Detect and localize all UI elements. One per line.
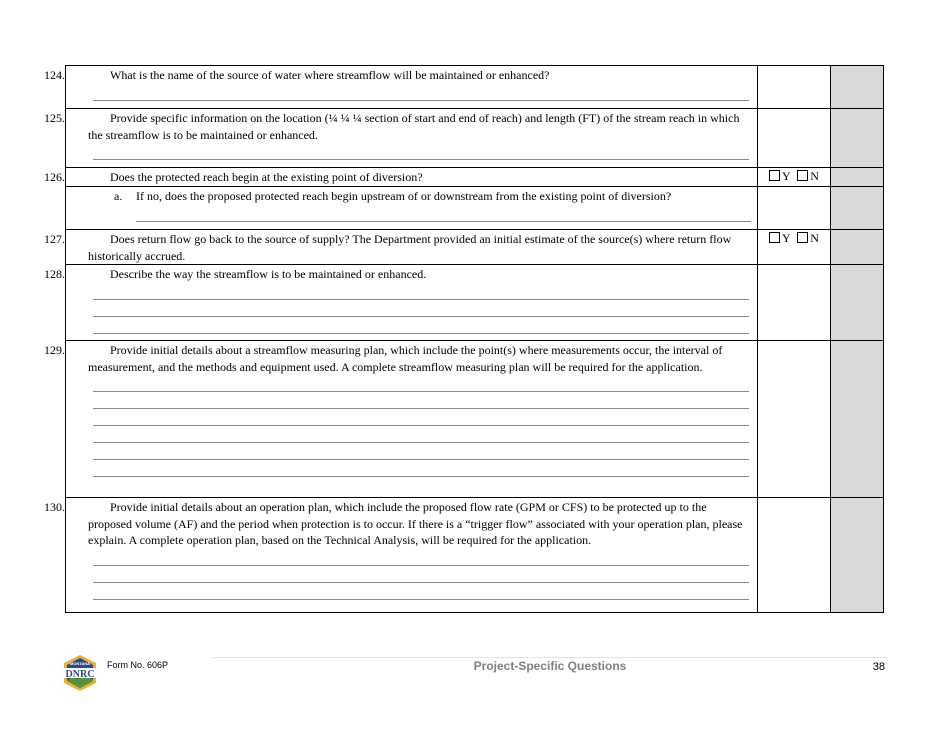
sub-question-letter: a.	[114, 189, 123, 203]
question-text: What is the name of the source of water where streamflow will be maintained or enhanced?	[110, 68, 550, 82]
answer-line[interactable]	[93, 460, 749, 477]
yes-no-answer	[758, 168, 831, 187]
answer-line[interactable]	[93, 317, 749, 334]
question-cell	[44, 341, 758, 498]
question-number: 126.	[44, 170, 65, 184]
question-row-127	[66, 230, 884, 265]
project-questions-table	[44, 65, 884, 613]
question-number: 129.	[44, 343, 65, 357]
yes-checkbox[interactable]	[769, 170, 780, 181]
question-number: 127.	[44, 232, 65, 246]
question-cell	[66, 187, 758, 230]
question-row-126	[66, 168, 884, 187]
office-use-cell	[831, 341, 884, 498]
yes-checkbox[interactable]	[769, 232, 780, 243]
answer-line[interactable]	[93, 283, 749, 300]
yes-no-answer	[758, 230, 831, 265]
answer-cell[interactable]	[758, 187, 831, 230]
answer-cell[interactable]	[758, 341, 831, 498]
section-title: Project-Specific Questions	[473, 659, 627, 673]
question-text: Describe the way the streamflow is to be maintained or enhanced.	[110, 267, 427, 281]
no-checkbox[interactable]	[797, 170, 808, 181]
question-124	[44, 66, 757, 84]
question-row-124	[66, 66, 884, 109]
answer-cell[interactable]	[758, 109, 831, 168]
sub-question-text: If no, does the proposed protected reach begin upstream of or downstream from the existing point of diversion?	[136, 189, 672, 203]
answer-line[interactable]	[93, 375, 749, 392]
question-128	[44, 265, 757, 283]
answer-line[interactable]	[93, 392, 749, 409]
answer-line[interactable]	[93, 443, 749, 460]
question-number: 124.	[44, 68, 65, 82]
question-number: 128.	[44, 267, 65, 281]
no-label: N	[810, 231, 819, 245]
no-checkbox[interactable]	[797, 232, 808, 243]
answer-line[interactable]	[93, 409, 749, 426]
question-text: Does return flow go back to the source of supply? The Department provided an initial estimate of the source(s) where return flow historically accrued.	[88, 232, 732, 263]
question-cell	[44, 230, 758, 265]
office-use-cell	[831, 109, 884, 168]
question-text: Provide specific information on the location (¼ ¼ ¼ section of start and end of reach) and length (FT) of the stream reach in which the streamflow is to be maintained or enhanced.	[88, 111, 740, 142]
office-use-cell	[831, 230, 884, 265]
no-label: N	[810, 169, 819, 183]
answer-cell[interactable]	[758, 498, 831, 613]
office-use-cell	[831, 498, 884, 613]
answer-line[interactable]	[93, 143, 749, 160]
page-number: 38	[872, 661, 885, 673]
form-number: Form No. 606P	[107, 660, 169, 670]
footer-divider	[213, 657, 886, 658]
question-row-125	[66, 109, 884, 168]
office-use-cell	[831, 168, 884, 187]
question-126	[44, 168, 757, 186]
question-row-130	[66, 498, 884, 613]
question-text: Does the protected reach begin at the existing point of diversion?	[110, 170, 423, 184]
question-text: Provide initial details about a streamflow measuring plan, which include the point(s) where measurements occur, the interval of measurement, and the methods and equipment used. A complete streamflow measuring plan will be required for the application.	[88, 343, 723, 374]
logo-text: DNRC	[65, 669, 95, 680]
logo-top-text: MONTANA	[69, 661, 91, 666]
question-126a	[66, 187, 757, 205]
question-127	[44, 230, 757, 264]
answer-line[interactable]	[93, 426, 749, 443]
question-130	[44, 498, 757, 549]
question-cell	[44, 265, 758, 341]
yes-label: Y	[782, 169, 791, 183]
answer-cell[interactable]	[758, 265, 831, 341]
answer-cell[interactable]	[758, 66, 831, 109]
question-cell	[44, 168, 758, 187]
question-number: 125.	[44, 111, 65, 125]
question-text: Provide initial details about an operation plan, which include the proposed flow rate (GPM or CFS) to be protected up to the proposed volume (AF) and the period when protection is to occur. If there is a “trigger flow” associated with your operation plan, please explain. A complete operation plan, based on the Technical Analysis, will be required for the application.	[88, 500, 743, 547]
yes-label: Y	[782, 231, 791, 245]
question-cell	[44, 66, 758, 109]
dnrc-logo	[61, 654, 99, 692]
question-row-128	[66, 265, 884, 341]
answer-line[interactable]	[93, 300, 749, 317]
question-row-126a	[66, 187, 884, 230]
question-129	[44, 341, 757, 375]
answer-line[interactable]	[93, 583, 749, 600]
answer-line[interactable]	[93, 566, 749, 583]
answer-line[interactable]	[136, 205, 751, 222]
office-use-cell	[831, 187, 884, 230]
question-cell	[44, 109, 758, 168]
question-cell	[44, 498, 758, 613]
question-125	[44, 109, 757, 143]
office-use-cell	[831, 265, 884, 341]
question-number: 130.	[44, 500, 65, 514]
office-use-cell	[831, 66, 884, 109]
question-row-129	[66, 341, 884, 498]
answer-line[interactable]	[93, 84, 749, 101]
answer-line[interactable]	[93, 549, 749, 566]
